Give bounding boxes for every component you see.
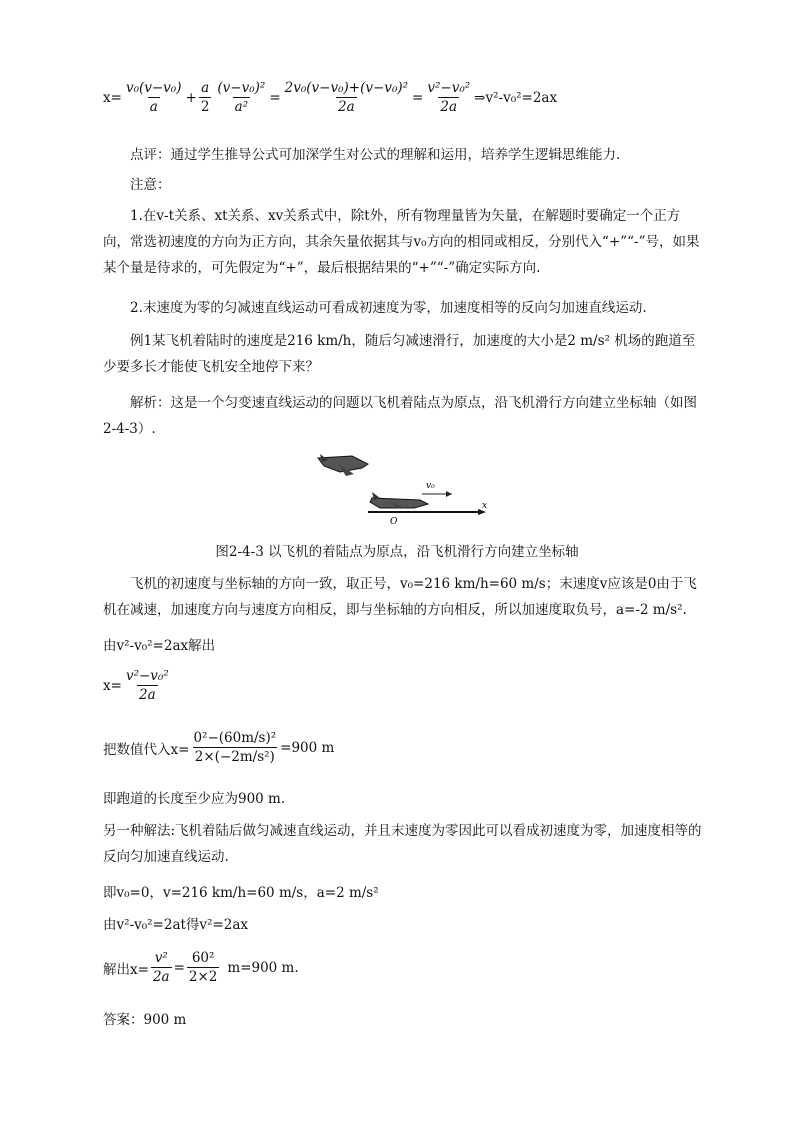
note-item-1: 1.在v-t关系、xt关系、xv关系式中，除t外，所有物理量皆为矢量，在解题时要确定一个正方向，常选初速度的方向为正方向，其余矢量依据其与v₀方向的相同或相反，分别代入“+”“-”号，如果某个量是待求的，可先假定为“+”，最后根据结果的“+”“-”确定实际方向.	[103, 208, 700, 276]
eq-fraction-2: $\frac{a}{2}$	[200, 80, 210, 115]
answer-line: 答案：900 m	[103, 1012, 187, 1028]
airplane-figure	[310, 446, 490, 526]
comment-paragraph: 点评：通过学生推导公式可加深学生对公式的理解和运用，培养学生逻辑思维能力.	[130, 147, 621, 163]
formula-x: x= $\frac{\text{v²−v₀²}}{2a}$	[103, 668, 169, 703]
origin-label: O	[390, 517, 398, 526]
eq-fraction-3: $\frac{\text{(v−v₀)²}}{\text{a²}}$	[217, 80, 266, 115]
axis-label: x	[482, 501, 488, 511]
figure-caption: 图2-4-3 以飞机的着陆点为原点，沿飞机滑行方向建立坐标轴	[215, 544, 579, 560]
eq-fraction-4: $\frac{\text{2v₀(v−v₀)+(v−v₀)²}}{2a}$	[284, 80, 409, 115]
solve-fraction-1: $\frac{\text{v²}}{2a}$	[152, 950, 170, 985]
eq-result: ⇒v²-v₀²=2ax	[474, 89, 558, 106]
formula-x-fraction: $\frac{\text{v²−v₀²}}{2a}$	[125, 668, 169, 703]
airplane-descending-icon	[318, 454, 368, 476]
eq-lhs: x=	[103, 89, 122, 106]
solve-line: 解出x= $\frac{\text{v²}}{2a}$ = $\frac{\text{60²}}{2\times 2}$ m=900 m.	[103, 950, 299, 985]
note-item-2: 2.末速度为零的匀减速直线运动可看成初速度为零，加速度相等的反向匀加速直线运动.	[130, 300, 647, 316]
v0-label: v₀	[426, 481, 435, 491]
derivation-equation	[103, 80, 557, 115]
eq-plus: +	[185, 89, 197, 106]
substitution-line: 把数值代入x= $\frac{\text{0²−(60m/s)²}}{\text{2×(−2m/s²)}}$ =900 m	[103, 730, 335, 765]
solve-fraction-2: $\frac{\text{60²}}{2\times 2}$	[188, 950, 218, 985]
example-question: 例1某飞机着陆时的速度是216 km/h，随后匀减速滑行，加速度的大小是2 m/s² 机场的跑道至少要多长才能使飞机安全地停下来？	[103, 333, 696, 375]
alternative-method: 另一种解法:飞机着陆后做匀减速直线运动，并且末速度为零因此可以看成初速度为零，加速度相等的反向匀加速直线运动.	[103, 823, 702, 865]
derive-line-2: 由v²-v₀²=2at得v²=2ax	[103, 917, 249, 933]
eq-equals-2: =	[412, 89, 424, 106]
eq-fraction-5: $\frac{\text{v²−v₀²}}{2a}$	[427, 80, 471, 115]
eq-fraction-1: $\frac{\text{v₀(v−v₀)}}{a}$	[125, 80, 182, 115]
conclusion-line: 即跑道的长度至少应为900 m.	[103, 791, 286, 807]
airplane-landed-icon	[370, 492, 428, 508]
analysis-paragraph: 解析：这是一个匀变速直线运动的问题以飞机着陆点为原点，沿飞机滑行方向建立坐标轴（如图2-4-3）.	[103, 395, 697, 437]
note-title: 注意：	[130, 177, 171, 193]
solution-paragraph: 飞机的初速度与坐标轴的方向一致，取正号，v₀=216 km/h=60 m/s；末速度v应该是0由于飞机在减速，加速度方向与速度方向相反，即与坐标轴的方向相反，所以加速度取负号，a=-2 m/s².	[103, 576, 697, 618]
eq-equals-1: =	[269, 89, 281, 106]
substitution-fraction: $\frac{\text{0²−(60m/s)²}}{\text{2×(−2m/s²)}}$	[193, 730, 277, 765]
values-line: 即v₀=0，v=216 km/h=60 m/s，a=2 m/s²	[103, 885, 379, 901]
derive-line: 由v²-v₀²=2ax解出	[103, 638, 216, 654]
